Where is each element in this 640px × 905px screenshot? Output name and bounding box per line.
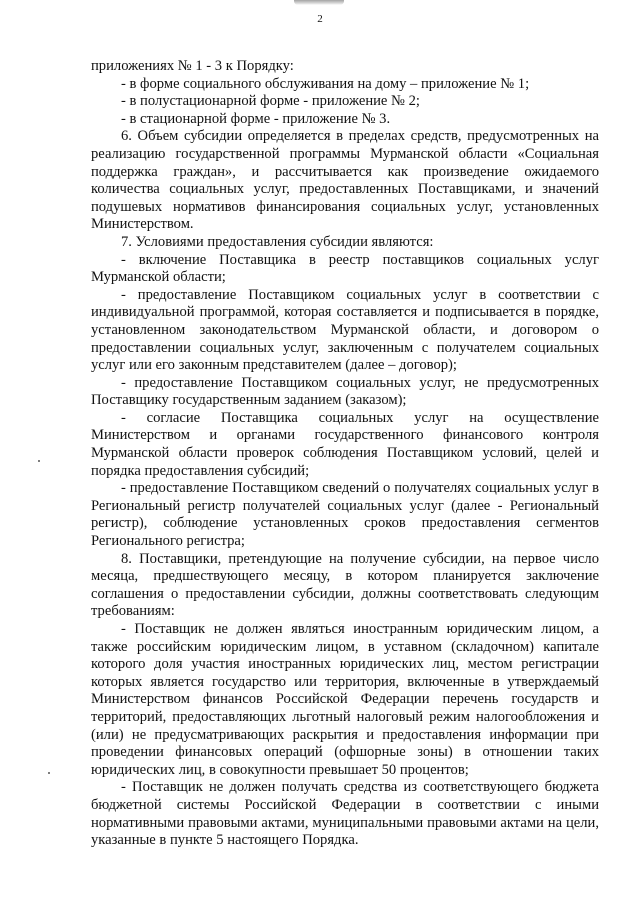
scan-artifact xyxy=(294,0,344,5)
list-item-stationary: - в стационарной форме - приложение № 3. xyxy=(121,110,391,127)
requirement-not-foreign-entity: - Поставщик не должен являться иностранным юридическим лицом, а также российским юридическим лицом, в уставном (складочном) капитале которого доля участия иностранных юридических лиц, местом регистрации которых является государство или территория, включенные в утверждаемый Министерством финансов Российской Федерации перечень государств и территорий, предоставляющих льготный налоговый режим налогообложения и (или) не предусматривающих раскрытия и предоставления информации при проведении финансовых операций (офшорные зоны) в отношении таких юридических лиц, в совокупности превышает 50 процентов; xyxy=(91,621,599,778)
list-item-home-service: - в форме социального обслуживания на дому – приложение № 1; xyxy=(121,75,530,92)
page-number: 2 xyxy=(317,13,323,25)
condition-regional-register: - предоставление Поставщиком сведений о получателях социальных услуг в Региональный регистр получателей социальных услуг (далее - Региональный регистр), соблюдение установленных сроков предоставления сегментов Регионального регистра; xyxy=(91,480,599,550)
condition-individual-program: - предоставление Поставщиком социальных услуг в соответствии с индивидуальной программой, которая составляется и подписывается в порядке, установленном законодательством Мурманской области, и договором о предоставлении социальных услуг, заключенным с получателем социальных услуг или его законным представителем (далее – договор); xyxy=(91,286,599,374)
clause-8-paragraph: 8. Поставщики, претендующие на получение субсидии, на первое число месяца, предшествующего месяцу, в котором планируется заключение соглашения о предоставлении субсидии, должны соответствовать следующим требованиям: xyxy=(91,550,599,620)
scan-speck xyxy=(48,772,50,774)
clause-7-paragraph: 7. Условиями предоставления субсидии являются: xyxy=(121,233,434,250)
paragraph-continuation: приложениях № 1 - 3 к Порядку: xyxy=(91,58,294,74)
list-item-semi-stationary: - в полустационарной форме - приложение № 2; xyxy=(121,93,420,110)
condition-audit-consent: - согласие Поставщика социальных услуг на осуществление Министерством и органами государственного финансового контроля Мурманской области проверок соблюдения Поставщиком условий, целей и порядка предоставления субсидий; xyxy=(91,409,599,479)
condition-no-state-task: - предоставление Поставщиком социальных услуг, не предусмотренных Поставщику государственным заданием (заказом); xyxy=(91,374,599,409)
document-body xyxy=(91,58,599,850)
condition-registry-inclusion: - включение Поставщика в реестр поставщиков социальных услуг Мурманской области; xyxy=(91,251,599,286)
scan-speck xyxy=(38,460,40,462)
clause-6-paragraph: 6. Объем субсидии определяется в пределах средств, предусмотренных на реализацию государственной программы Мурманской области «Социальная поддержка граждан», и рассчитывается как произведение ожидаемого количества социальных услуг, предоставленных Поставщиками, и значений подушевых нормативов финансирования социальных услуг, установленных Министерством. xyxy=(91,128,599,233)
requirement-no-other-budget-funds: - Поставщик не должен получать средства из соответствующего бюджета бюджетной системы Российской Федерации в соответствии с иными нормативными правовыми актами, муниципальными правовыми актами на цели, указанные в пункте 5 настоящего Порядка. xyxy=(91,779,599,849)
